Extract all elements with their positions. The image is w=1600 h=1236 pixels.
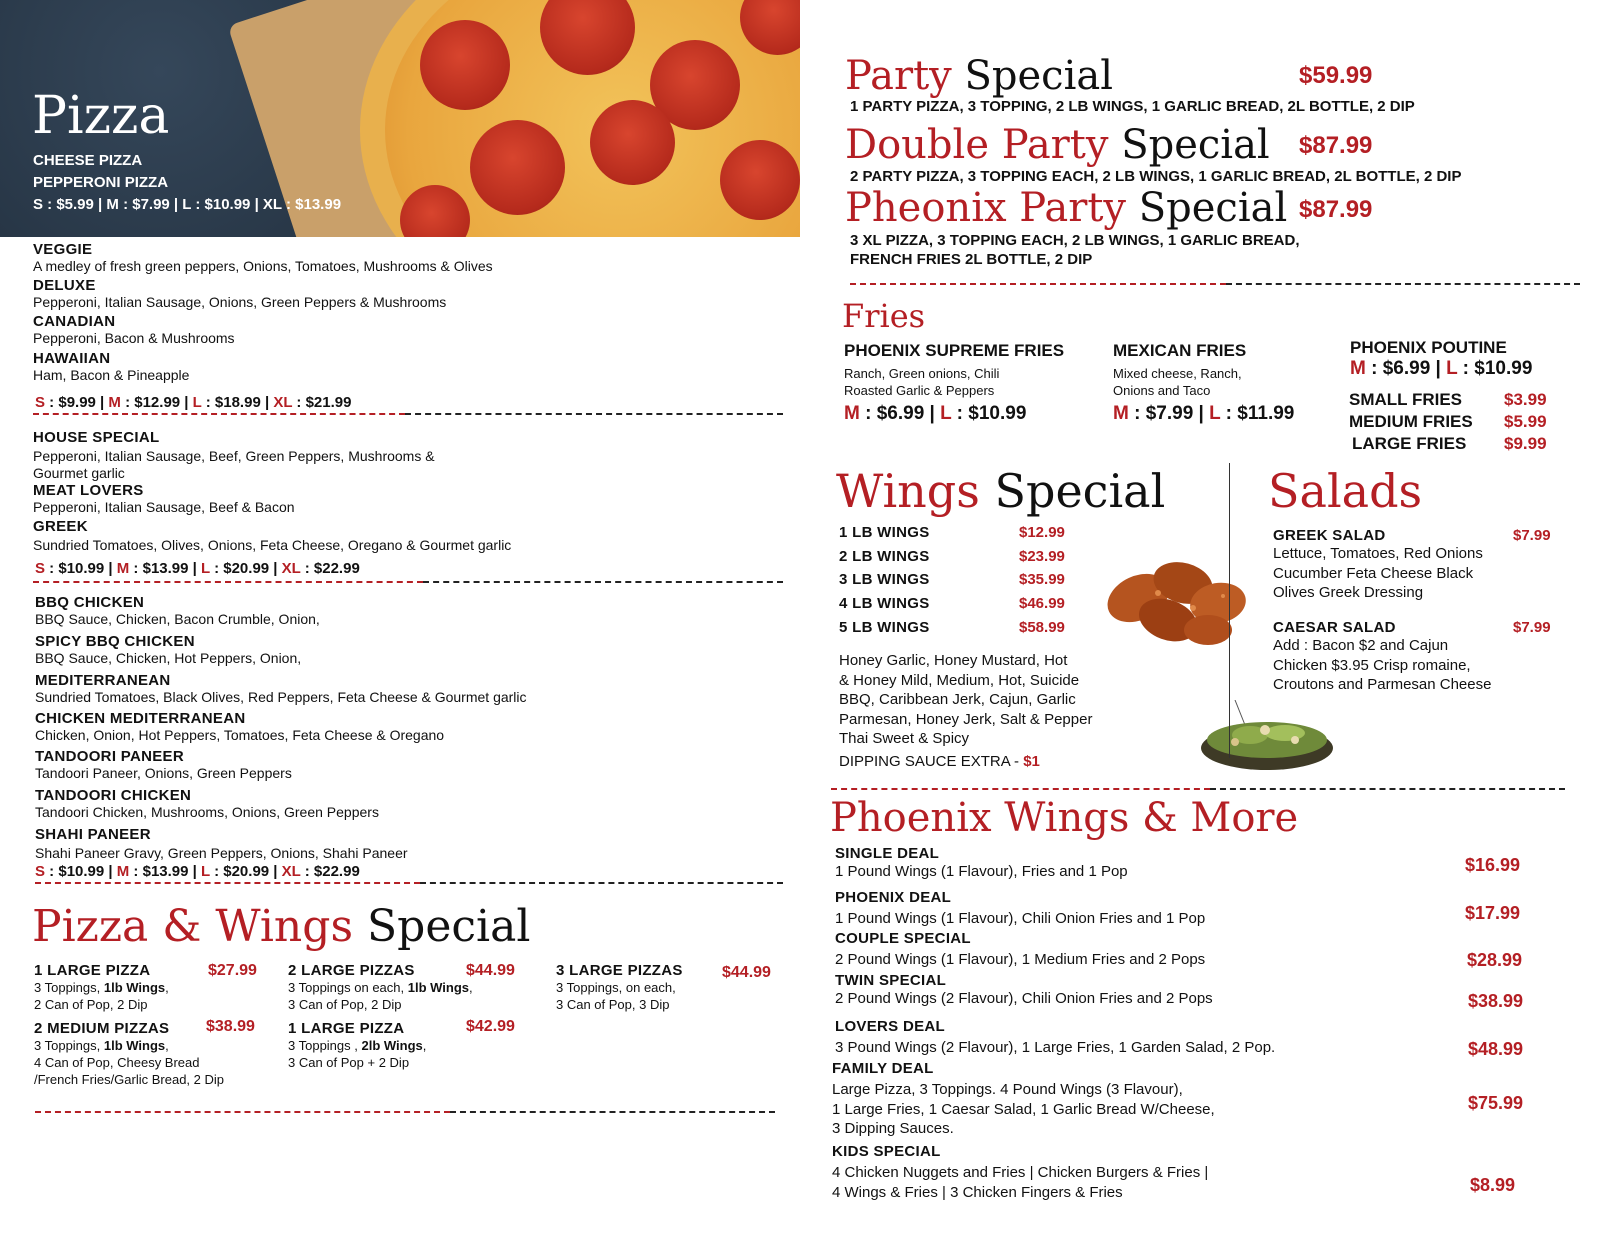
deal-name: 2 LARGE PIZZAS [288,962,415,979]
menu-item-name: MEAT LOVERS [33,482,144,499]
deal-name: KIDS SPECIAL [832,1143,941,1160]
salad-item [1273,619,1583,695]
menu-item-name: HAWAIIAN [33,350,111,367]
menu-item-name: BBQ CHICKEN [35,594,145,611]
divider [850,283,1226,285]
salad-desc: Cucumber Feta Cheese Black [1273,564,1474,582]
menu-item-desc: Shahi Paneer Gravy, Green Peppers, Onions, Shahi Paneer [35,845,408,861]
deal-item [835,972,1475,1008]
menu-item-name: TANDOORI PANEER [35,748,184,765]
pheonix-party-special-desc: FRENCH FRIES 2L BOTTLE, 2 DIP [850,251,1093,268]
wings-price: $46.99 [1019,595,1065,612]
divider [33,581,423,583]
deal-desc: 3 Toppings, 1lb Wings, [34,1038,169,1053]
deal-desc: 3 Can of Pop, 3 Dip [556,997,670,1012]
double-party-special-price: $87.99 [1299,132,1373,159]
divider [420,882,783,884]
flavour-line: Thai Sweet & Spicy [839,730,970,747]
pizza-group-1-prices: S : $9.99 | M : $12.99 | L : $18.99 | XL : $21.99 [35,394,352,411]
deal-desc: 3 Pound Wings (2 Flavour), 1 Large Fries, 1 Garden Salad, 2 Pop. [835,1039,1276,1056]
divider [1226,283,1580,285]
deal-desc: 4 Can of Pop, Cheesy Bread [34,1055,200,1070]
salad-desc: Lettuce, Tomatoes, Red Onions [1273,545,1483,562]
deal-name: COUPLE SPECIAL [835,930,971,947]
wings-size: 5 LB WINGS [839,619,930,636]
pizza-title: Pizza [32,86,170,146]
deal-item [832,1060,1472,1139]
deal-name: 2 MEDIUM PIZZAS [34,1020,170,1037]
deal-price: $75.99 [1468,1093,1524,1113]
deal-price: $44.99 [466,962,515,979]
deal-price: $48.99 [1468,1039,1524,1059]
fries-title: Fries [842,297,926,335]
wings-price-list [839,524,1099,643]
fries-item [1113,341,1333,425]
party-special-desc: 1 PARTY PIZZA, 3 TOPPING, 2 LB WINGS, 1 GARLIC BREAD, 2L BOTTLE, 2 DIP [850,98,1415,115]
deal-price: $38.99 [206,1018,255,1035]
hero-banner [0,0,800,237]
wings-price: $35.99 [1019,571,1065,588]
chicken-wings-image [1098,548,1258,648]
fries-item-desc: Roasted Garlic & Peppers [844,383,995,398]
menu-item-desc: Tandoori Paneer, Onions, Green Peppers [35,765,292,781]
combo-deal [288,1020,528,1071]
menu-item-name: CANADIAN [33,313,116,330]
salads-title: Salads [1268,464,1423,518]
fries-item-prices: M : $7.99 | L : $11.99 [1113,403,1295,424]
menu-item-desc: Chicken, Onion, Hot Peppers, Tomatoes, Feta Cheese & Oregano [35,727,445,743]
menu-item-desc: BBQ Sauce, Chicken, Hot Peppers, Onion, [35,650,302,666]
deal-item [835,889,1475,928]
deal-item [835,845,1475,881]
combo-deal [288,962,528,1013]
fries-item [844,341,1114,425]
combo-deal [34,1020,269,1088]
deal-desc: 1 Large Fries, 1 Caesar Salad, 1 Garlic Bread W/Cheese, [832,1100,1215,1118]
fries-size-name: MEDIUM FRIES [1349,412,1473,431]
fries-size-name: LARGE FRIES [1352,434,1467,453]
deal-desc: 3 Dipping Sauces. [832,1120,954,1137]
wings-size: 1 LB WINGS [839,524,930,541]
fries-item-prices: M : $6.99 | L : $10.99 [844,403,1027,424]
divider [405,413,783,415]
deal-desc: 3 Toppings , 2lb Wings, [288,1038,427,1053]
deal-price: $16.99 [1465,855,1521,875]
pheonix-party-special-desc: 3 XL PIZZA, 3 TOPPING EACH, 2 LB WINGS, 1 GARLIC BREAD, [850,232,1300,249]
fries-size-price: $3.99 [1504,390,1547,409]
deal-name: 3 LARGE PIZZAS [556,962,683,979]
pheonix-party-special-price: $87.99 [1299,196,1373,223]
menu-item-name: GREEK [33,518,88,535]
combo-deal [34,962,264,1013]
wings-flavours [839,651,1092,749]
deal-desc: 1 Pound Wings (1 Flavour), Fries and 1 Pop [835,863,1128,880]
deal-price: $27.99 [208,962,257,979]
menu-item-desc: Pepperoni, Italian Sausage, Beef & Bacon [33,499,295,515]
flavour-line: Honey Garlic, Honey Mustard, Hot [839,652,1068,669]
salad-desc: Chicken $3.95 Crisp romaine, [1273,656,1471,674]
salad-name: GREEK SALAD [1273,527,1386,544]
wings-size: 2 LB WINGS [839,548,930,565]
deal-name: 1 LARGE PIZZA [34,962,151,979]
deal-item [832,1143,1472,1202]
divider [33,413,405,415]
deal-name: FAMILY DEAL [832,1060,934,1077]
fries-item-desc: Mixed cheese, Ranch, [1113,366,1242,381]
salad-desc: Add : Bacon $2 and Cajun [1273,637,1449,654]
deal-desc: 3 Can of Pop, 2 Dip [288,997,402,1012]
cheese-pizza-label: CHEESE PIZZA [33,152,143,169]
pizza-group-2 [33,429,473,535]
divider [831,788,1210,790]
salad-desc: Croutons and Parmesan Cheese [1273,676,1492,693]
menu-item-desc: BBQ Sauce, Chicken, Bacon Crumble, Onion, [35,611,320,627]
menu-item-desc: Pepperoni, Italian Sausage, Beef, Green Peppers, Mushrooms & Gourmet garlic [33,448,435,481]
menu-item-desc: Ham, Bacon & Pineapple [33,367,190,383]
menu-item-desc: Sundried Tomatoes, Black Olives, Red Peppers, Feta Cheese & Gourmet garlic [35,689,527,705]
poutine-item [1350,338,1590,380]
deal-price: $44.99 [722,964,771,981]
phoenix-wings-more-title: Phoenix Wings & More [830,795,1299,841]
salad-item [1273,527,1573,603]
combo-deal [556,962,786,1013]
menu-item-name: TANDOORI CHICKEN [35,787,192,804]
dipping-sauce-note: DIPPING SAUCE EXTRA - $1 [839,753,1040,770]
deal-desc: 2 Can of Pop, 2 Dip [34,997,148,1012]
deal-item [835,930,1475,969]
deal-name: 1 LARGE PIZZA [288,1020,405,1037]
menu-item-name: VEGGIE [33,241,93,258]
flavour-line: Parmesan, Honey Jerk, Salt & Pepper [839,710,1093,728]
deal-desc: 3 Toppings, on each, [556,980,676,995]
divider [35,1111,450,1113]
menu-item-desc: A medley of fresh green peppers, Onions, Tomatoes, Mushrooms & Olives [33,258,493,274]
pizza-group-3 [35,594,775,862]
deal-name: PHOENIX DEAL [835,889,952,906]
fries-size-name: SMALL FRIES [1349,390,1463,409]
pizza-group-2-prices: S : $10.99 | M : $13.99 | L : $20.99 | XL : $22.99 [35,560,360,577]
deal-desc: 4 Chicken Nuggets and Fries | Chicken Burgers & Fries | [832,1164,1209,1181]
deal-name: SINGLE DEAL [835,845,940,862]
wings-price: $23.99 [1019,548,1065,565]
pheonix-party-special-title: Pheonix Party Special [845,185,1288,231]
deal-price: $42.99 [466,1018,515,1035]
poutine-name: PHOENIX POUTINE [1350,338,1507,357]
menu-item-desc: Tandoori Chicken, Mushrooms, Onions, Green Peppers [35,804,379,820]
double-party-special-title: Double Party Special [845,122,1270,168]
menu-item-desc: Pepperoni, Bacon & Mushrooms [33,330,235,346]
fries-item-name: MEXICAN FRIES [1113,341,1247,360]
salad-price: $7.99 [1513,527,1551,544]
fries-item-name: PHOENIX SUPREME FRIES [844,341,1065,360]
deal-desc: Large Pizza, 3 Toppings. 4 Pound Wings (3 Flavour), [832,1081,1183,1098]
deal-desc: 3 Toppings on each, 1lb Wings, [288,980,473,995]
deal-item [835,1018,1475,1057]
fries-size-price: $5.99 [1504,412,1547,431]
salad-name: CAESAR SALAD [1273,619,1396,636]
flavour-line: BBQ, Caribbean Jerk, Cajun, Garlic [839,691,1076,708]
pizza-group-1 [33,241,773,384]
pizza-wings-special-title: Pizza & Wings Special [32,901,531,952]
deal-desc: 2 Pound Wings (1 Flavour), 1 Medium Fries and 2 Pops [835,951,1206,968]
vertical-divider [1229,463,1230,758]
wings-size: 3 LB WINGS [839,571,930,588]
pizza-group-3-prices: S : $10.99 | M : $13.99 | L : $20.99 | XL : $22.99 [35,863,360,880]
menu-item-desc: Pepperoni, Italian Sausage, Onions, Green Peppers & Mushrooms [33,294,447,310]
wings-price: $58.99 [1019,619,1065,636]
menu-item-name: CHICKEN MEDITERRANEAN [35,710,246,727]
menu-item-desc: Sundried Tomatoes, Olives, Onions, Feta Cheese, Oregano & Gourmet garlic [33,537,512,553]
menu-item-name: SHAHI PANEER [35,826,151,843]
salad-image [1195,700,1340,780]
salad-price: $7.99 [1513,619,1551,636]
fries-size-price: $9.99 [1504,434,1547,453]
salad-desc: Olives Greek Dressing [1273,584,1424,601]
menu-item-name: MEDITERRANEAN [35,672,171,689]
divider [423,581,783,583]
party-special-price: $59.99 [1299,62,1373,89]
deal-desc: 3 Can of Pop + 2 Dip [288,1055,410,1070]
menu-item-name: DELUXE [33,277,96,294]
deal-name: LOVERS DEAL [835,1018,945,1035]
deal-price: $8.99 [1470,1175,1516,1195]
deal-desc: 2 Pound Wings (2 Flavour), Chili Onion Fries and 2 Pops [835,990,1213,1007]
flavour-line: & Honey Mild, Medium, Hot, Suicide [839,671,1080,689]
divider [1210,788,1565,790]
deal-price: $28.99 [1467,950,1523,970]
fries-item-desc: Ranch, Green onions, Chili [844,366,1000,381]
pepperoni-pizza-label: PEPPERONI PIZZA [33,174,169,191]
divider [450,1111,775,1113]
deal-desc: 4 Wings & Fries | 3 Chicken Fingers & Fries [832,1183,1123,1201]
party-special-title: Party Special [845,53,1113,99]
basic-pizza-prices: S : $5.99 | M : $7.99 | L : $10.99 | XL : $13.99 [33,196,342,213]
deal-name: TWIN SPECIAL [835,972,947,989]
menu-item-name: HOUSE SPECIAL [33,429,160,446]
deal-desc: /French Fries/Garlic Bread, 2 Dip [34,1072,225,1087]
deal-price: $38.99 [1468,991,1524,1011]
fries-item-desc: Onions and Taco [1113,383,1211,398]
wings-price: $12.99 [1019,524,1065,541]
deal-desc: 1 Pound Wings (1 Flavour), Chili Onion Fries and 1 Pop [835,910,1206,927]
double-party-special-desc: 2 PARTY PIZZA, 3 TOPPING EACH, 2 LB WINGS, 1 GARLIC BREAD, 2L BOTTLE, 2 DIP [850,168,1462,185]
poutine-prices: M : $6.99 | L : $10.99 [1350,358,1533,379]
wings-special-title: Wings Special [836,464,1166,518]
deal-price: $17.99 [1465,903,1521,923]
menu-item-name: SPICY BBQ CHICKEN [35,633,195,650]
deal-desc: 3 Toppings, 1lb Wings, [34,980,169,995]
divider [35,882,420,884]
wings-size: 4 LB WINGS [839,595,930,612]
